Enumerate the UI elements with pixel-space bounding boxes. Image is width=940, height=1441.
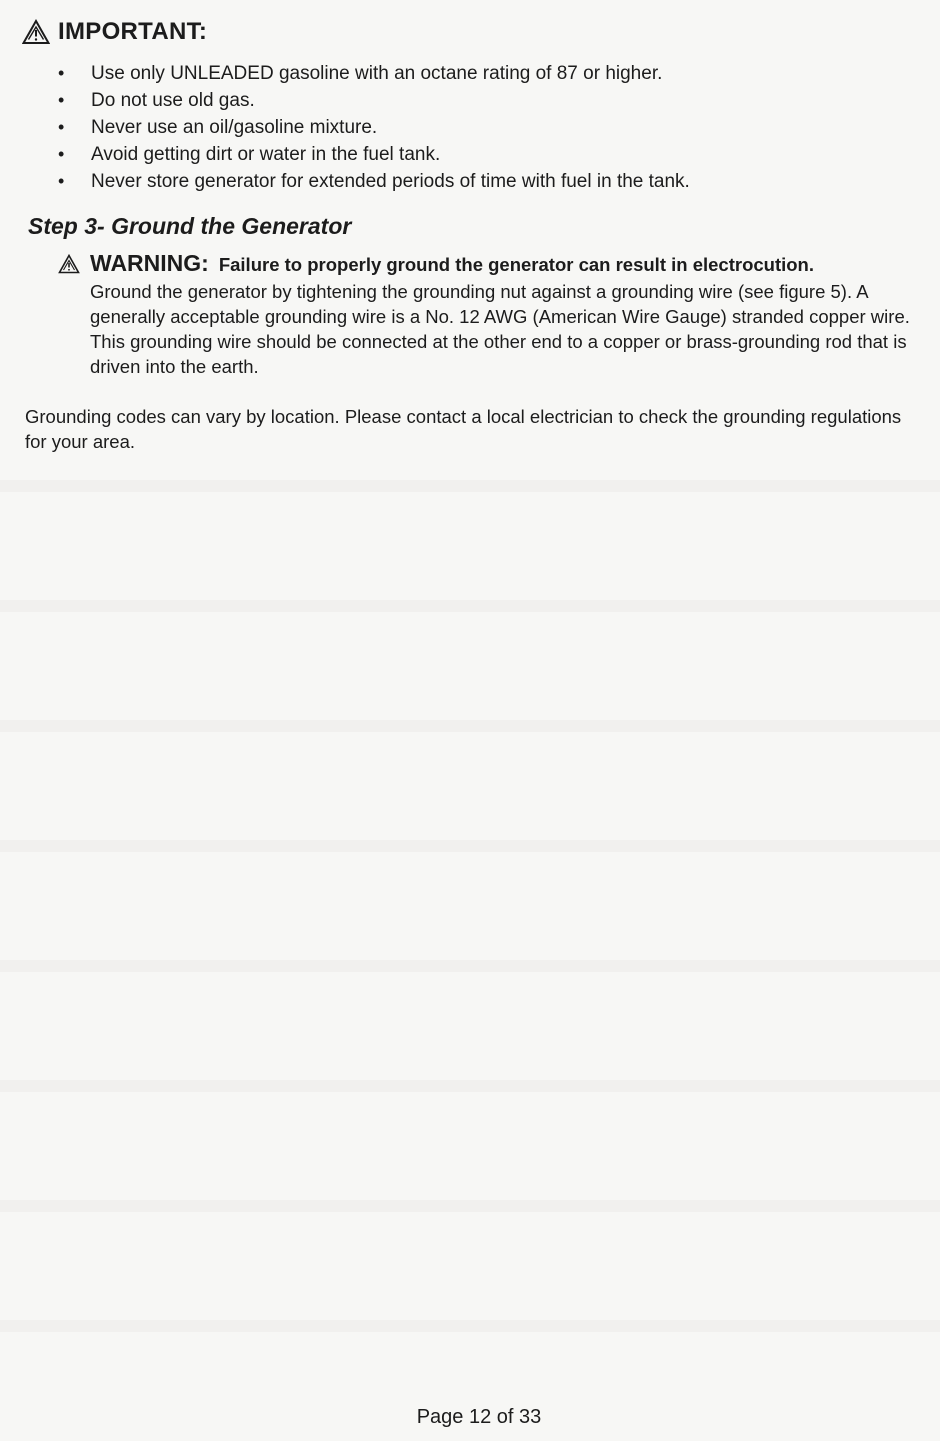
list-item: • Never use an oil/gasoline mixture. <box>58 114 690 141</box>
page-number: Page 12 of 33 <box>416 1406 542 1428</box>
bleed-through <box>0 480 940 492</box>
list-item: • Avoid getting dirt or water in the fuel tank. <box>58 141 690 168</box>
warning-line <box>58 250 928 277</box>
bleed-through <box>0 1080 940 1092</box>
bleed-through <box>0 1200 940 1212</box>
warning-triangle-icon <box>58 254 80 274</box>
warning-block <box>58 250 928 379</box>
bleed-through <box>0 960 940 972</box>
list-item: • Use only UNLEADED gasoline with an octane rating of 87 or higher. <box>58 60 690 87</box>
list-item: • Do not use old gas. <box>58 87 690 114</box>
important-title: IMPORTANT: <box>58 18 208 45</box>
important-heading <box>22 18 207 46</box>
bleed-through <box>0 840 940 852</box>
grounding-note: Grounding codes can vary by location. Please contact a local electrician to check the grounding regulations for your area. <box>25 406 902 452</box>
warning-triangle-icon <box>22 19 50 45</box>
bleed-through <box>0 720 940 732</box>
section-heading: Step 3- Ground the Generator <box>28 213 352 239</box>
bleed-through <box>0 1320 940 1332</box>
warning-body: Ground the generator by tightening the grounding nut against a grounding wire (see figure 5). A generally acceptable grounding wire is a No. 12 AWG (American Wire Gauge) stranded copper wire. This grounding wire should be connected at the other end to a copper or brass-grounding rod that is driven into the earth. <box>90 281 910 377</box>
important-list <box>58 60 690 195</box>
warning-text: Failure to properly ground the generator can result in electrocution. <box>218 254 814 275</box>
bleed-through <box>0 600 940 612</box>
list-item: • Never store generator for extended periods of time with fuel in the tank. <box>58 168 690 195</box>
warning-label: WARNING: <box>90 250 209 276</box>
